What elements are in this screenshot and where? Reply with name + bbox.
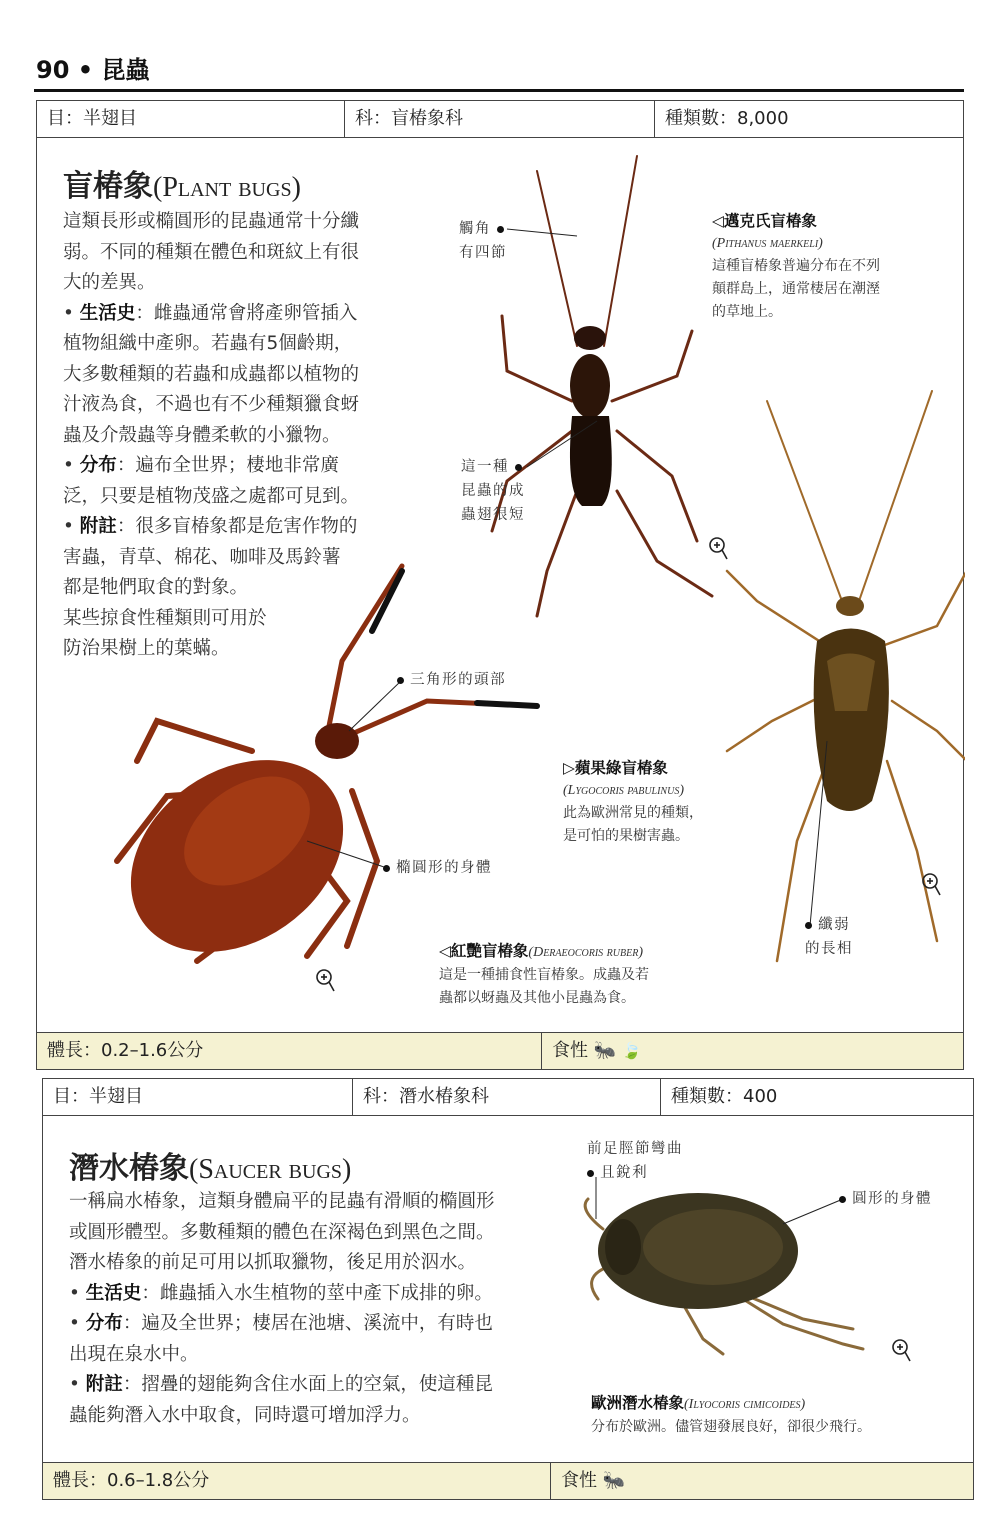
note-line: • 附註：很多盲椿象都是危害作物的 <box>63 516 358 537</box>
caption-deraeocoris: ◁紅艷盲椿象(Deraeocoris ruber) 這是一種捕食性盲椿象。成蟲及若 蟲都以蚜蟲及其他小昆蟲為食。 <box>439 941 649 1006</box>
body-line: 蟲及介殼蟲等身體柔軟的小獵物。 <box>63 424 341 446</box>
page-section: 昆蟲 <box>101 56 150 84</box>
header-rule <box>34 89 964 92</box>
label-round-body: 圓形的身體 <box>839 1187 932 1211</box>
order-cell: 目：半翅目 <box>37 101 345 137</box>
label-short-wings: 這一種 昆蟲的成 蟲翅很短 <box>461 459 525 523</box>
intro-line: 一稱扁水椿象，這類身體扁平的昆蟲有滑順的橢圓形 <box>69 1191 495 1212</box>
label-delicate-look: 纖弱 的長相 <box>805 917 853 957</box>
leaf-icon: 🍃 <box>621 1041 642 1060</box>
label-foreleg: 前足脛節彎曲 且銳利 <box>587 1141 683 1181</box>
intro-line: 或圓形體型。多數種類的體色在深褐色到黑色之間。 <box>69 1221 495 1243</box>
body-line: 汁液為食，不過也有不少種類獵食蚜 <box>63 394 360 415</box>
body-length: 體長：0.6–1.8公分 <box>43 1463 551 1499</box>
magnifier-icon <box>893 1340 910 1361</box>
insect-icon: 🐜 <box>602 1470 626 1491</box>
panel1-footer <box>37 1032 963 1069</box>
label-antenna: 觸角 有四節 <box>459 221 507 261</box>
lygocoris-bug-image <box>727 391 965 961</box>
caption-ilyocoris: 歐洲潛水椿象(Ilyocoris cimicoides) 分布於歐洲。儘管翅發展良好，卻很少飛行。 <box>591 1393 871 1435</box>
intro-line: 這類長形或橢圓形的昆蟲通常十分纖 <box>63 211 360 232</box>
panel-saucer-bugs <box>42 1078 974 1500</box>
title-english: (Plant bugs) <box>153 172 301 203</box>
saucer-bugs-title <box>69 1143 351 1187</box>
note-line: • 附註：摺疊的翅能夠含住水面上的空氣，使這種昆 <box>69 1374 493 1395</box>
distribution-label: 分布 <box>85 1313 123 1334</box>
page-number: 90 <box>36 56 70 84</box>
insect-icon: 🐜 <box>593 1040 617 1061</box>
distribution-line: • 分布：遍布全世界；棲地非常廣 <box>63 455 339 476</box>
distribution-line: • 分布：遍及全世界；棲居在池塘、溪流中，有時也 <box>69 1313 493 1334</box>
order-cell: 目：半翅目 <box>43 1079 353 1115</box>
intro-line: 潛水椿象的前足可用以抓取獵物，後足用於泅水。 <box>69 1252 477 1273</box>
plant-bugs-title <box>63 161 301 205</box>
title-english: (Saucer bugs) <box>189 1154 352 1185</box>
title-chinese: 潛水椿象 <box>69 1151 189 1186</box>
life-history-line: • 生活史：雌蟲插入水生植物的莖中產下成排的卵。 <box>69 1282 493 1304</box>
saucer-bugs-description <box>69 1187 544 1431</box>
panel2-footer <box>43 1462 973 1499</box>
pithanus-bug-image <box>492 156 712 616</box>
body-line: 防治果樹上的葉蟎。 <box>63 638 230 659</box>
diet-label: 食性 <box>552 1040 588 1061</box>
body-line: 害蟲，青草、棉花、咖啡及馬鈴薯 <box>63 546 341 568</box>
page-separator: • <box>77 56 94 84</box>
caption-pithanus: ◁邁克氏盲椿象 (Pithanus maerkeli) 這種盲椿象普遍分布在不列 顛群島上，通常棲居在潮溼 的草地上。 <box>712 211 880 320</box>
body-line: 植物組織中產卵。若蟲有5個齡期， <box>63 333 353 354</box>
family-cell: 科：潛水椿象科 <box>353 1079 661 1115</box>
life-history-label: 生活史 <box>85 1282 142 1304</box>
diet-cell <box>551 1463 851 1499</box>
label-oval-body: 橢圓形的身體 <box>383 856 492 880</box>
body-line: 大多數種類的若蟲和成蟲都以植物的 <box>63 363 360 385</box>
note-label: 附註 <box>85 1374 123 1395</box>
distribution-label: 分布 <box>79 455 117 476</box>
body-line: 蟲能夠潛入水中取食，同時還可增加浮力。 <box>69 1404 421 1426</box>
intro-line: 弱。不同的種類在體色和斑紋上有很 <box>63 241 360 263</box>
note-label: 附註 <box>79 516 117 537</box>
body-line: 都是牠們取食的對象。 <box>63 577 249 598</box>
panel-plant-bugs <box>36 100 964 1070</box>
species-count-cell: 種類數：8,000 <box>665 108 789 129</box>
life-history-label: 生活史 <box>79 302 136 324</box>
title-chinese: 盲椿象 <box>63 169 153 204</box>
species-count-cell: 種類數：400 <box>671 1086 778 1107</box>
body-line: 某些掠食性種類則可用於 <box>63 607 267 629</box>
body-length: 體長：0.2–1.6公分 <box>37 1033 542 1069</box>
diet-cell <box>542 1033 842 1069</box>
page-header <box>36 50 149 85</box>
body-line: 泛，只要是植物茂盛之處都可見到。 <box>63 485 360 507</box>
caption-lygocoris: ▷蘋果綠盲椿象 (Lygocoris pabulinus) 此為歐洲常見的種類， 是可怕的果樹害蟲。 <box>563 758 703 844</box>
family-cell: 科：盲椿象科 <box>345 101 655 137</box>
plant-bugs-description <box>63 207 408 665</box>
diet-label: 食性 <box>561 1470 597 1491</box>
body-line: 出現在泉水中。 <box>69 1343 199 1365</box>
label-triangular-head: 三角形的頭部 <box>397 668 506 692</box>
life-history-line: • 生活史：雌蟲通常會將產卵管插入 <box>63 302 358 324</box>
intro-line: 大的差異。 <box>63 272 156 293</box>
